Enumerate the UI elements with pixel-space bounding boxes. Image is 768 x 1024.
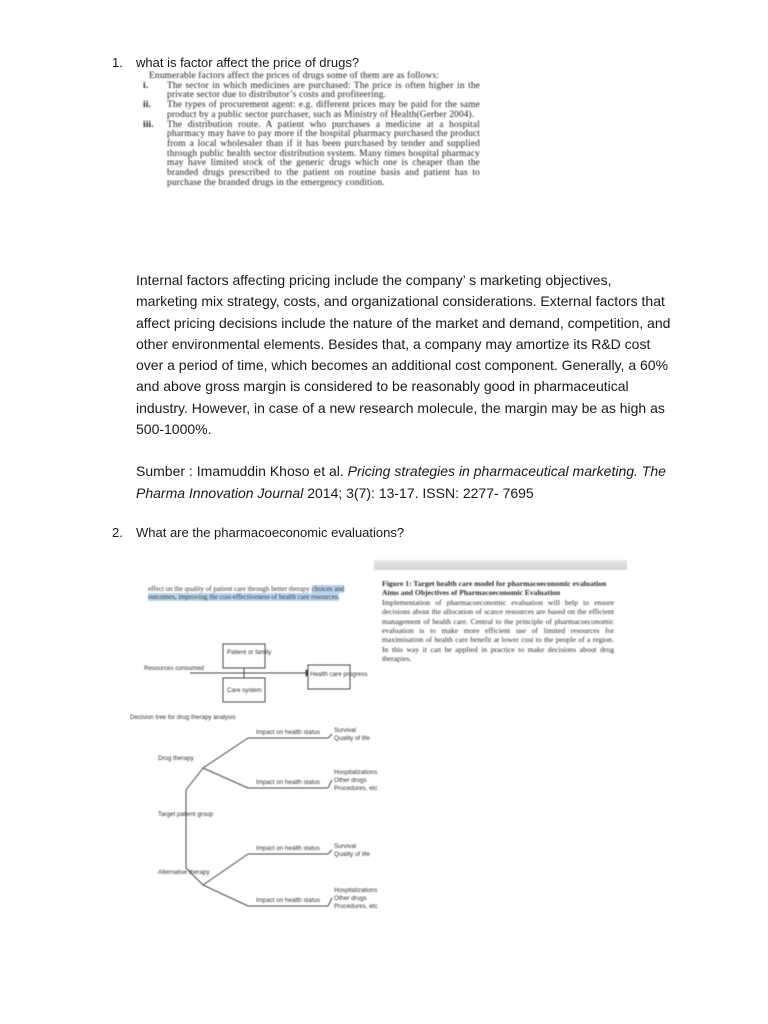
source-title: Pricing strategies in pharmaceutical marketing. The Pharma Innovation Journal — [136, 463, 666, 501]
drug-therapy-label: Drug therapy — [158, 755, 194, 762]
hosp-label: Hospitalizations — [334, 769, 378, 776]
other-drugs-label: Other drugs — [334, 777, 367, 784]
question-2 — [112, 524, 532, 542]
diagram-svg — [128, 640, 378, 920]
figure-snippet-highlight: choices and outcomes, improving the cost-effectiveness of health care resources. — [148, 585, 345, 602]
scan2-body: Implementation of pharmacoeconomic evaluation will help to ensure decisions about the allocation of scarce resources are based on the efficient management of health care. Central to the principle of pharmacoeconomic evaluation is to make more efficient use of limited resources for maximisation of health care benefit at lower cost to the people of a region. In this way it can be applied in practice to make decisions about drug therapies. — [382, 597, 614, 664]
resources-label: Resources consumed — [144, 665, 204, 672]
target-group-label: Target patient group — [158, 811, 214, 818]
figure-snippet-text — [148, 585, 362, 602]
pharmacoeconomic-diagram — [128, 640, 378, 920]
quality-label: Quality of life — [334, 735, 370, 742]
care-label: Care system — [227, 687, 262, 694]
answer-1-paragraph: Internal factors affecting pricing include the company’ s marketing objectives, marketing mix strategy, costs, and organizational considerations. External factors that affect pricing decisions include the nature of the market and demand, competition, and other environmental elements. Besides that, a company may amortize its R&D cost over a period of time, which becomes an additional cost component. Generally, a 60% and above gross margin is considered to be reasonably good in pharmaceutical industry. However, in case of a new research molecule, the margin may be as high as 500-1000%. — [136, 272, 671, 438]
scan-item — [143, 121, 480, 189]
source-suffix: 2014; 3(7): 13-17. ISSN: 2277- 7695 — [303, 484, 534, 501]
question-1 — [112, 54, 532, 72]
source-prefix: Sumber : Imamuddin Khoso et al. — [136, 463, 348, 480]
quality-label: Quality of life — [334, 851, 370, 858]
scan-item — [143, 101, 480, 120]
procedures-label: Procedures, etc. — [334, 903, 378, 910]
scanned-excerpt-aims — [382, 579, 614, 664]
procedures-label: Procedures, etc. — [334, 785, 378, 792]
scan-item-numeral: iii. — [143, 119, 154, 130]
scan-top-rule — [374, 560, 627, 570]
scan2-caption: Figure 1: Target health care model for pharmacoeconomic evaluation — [382, 579, 607, 588]
scan-item-numeral: i. — [143, 80, 149, 91]
question-1-number: 1. — [112, 55, 123, 70]
impact-label: Impact on health status — [256, 897, 320, 904]
question-2-number: 2. — [112, 525, 123, 540]
impact-label: Impact on health status — [256, 729, 320, 736]
health-label: Health care progress — [310, 671, 368, 678]
scan-item-text: The types of procurement agent: e.g. different prices may be paid for the same product by a public sector purchaser, such as Ministry of Health(Gerber 2004). — [167, 100, 480, 120]
figure-snippet-plain: effect on the quality of patient care through better therapy — [148, 585, 310, 593]
survival-label: Survival — [334, 843, 357, 850]
answer-1 — [136, 270, 676, 504]
question-2-text: What are the pharmacoeconomic evaluations? — [136, 525, 405, 540]
patient-box — [223, 644, 265, 668]
other-drugs-label: Other drugs — [334, 895, 367, 902]
question-1-text: what is factor affect the price of drugs? — [136, 55, 360, 70]
scan-item — [143, 82, 480, 101]
scan-item-numeral: ii. — [143, 100, 152, 111]
hosp-label: Hospitalizations — [334, 887, 378, 894]
scan-item-text: The sector in which medicines are purchased: The price is often higher in the private sector due to distributor’s costs and profiteering. — [167, 80, 480, 101]
scan-item-text: The distribution route. A patient who purchases a medicine at a hospital pharmacy may have to pay more if the hospital pharmacy purchased the product from a local wholesaler than if it has been purchased by tender and supplied through public health sector distribution system. Many times hospital pharmacy may have limited stock of the generic drugs which one is cheaper than the branded drugs prescribed to the patient on routine basis and patient has to purchase the branded drugs in the emergency condition. — [167, 119, 480, 188]
patient-label: Patient or family — [227, 649, 272, 656]
answer-1-source — [136, 461, 676, 504]
alt-therapy-label: Alternative therapy — [158, 869, 210, 876]
impact-label: Impact on health status — [256, 845, 320, 852]
scan2-heading: Aims and Objectives of Pharmacoeconomic Evaluation — [382, 588, 561, 598]
diagram-caption: Decision tree for drug therapy analysis — [130, 714, 236, 721]
survival-label: Survival — [334, 727, 357, 734]
scanned-excerpt-price-factors — [143, 72, 480, 188]
impact-label: Impact on health status — [256, 779, 320, 786]
scan-intro: Enumerable factors affect the prices of drugs some of them are as follows: — [149, 71, 439, 81]
